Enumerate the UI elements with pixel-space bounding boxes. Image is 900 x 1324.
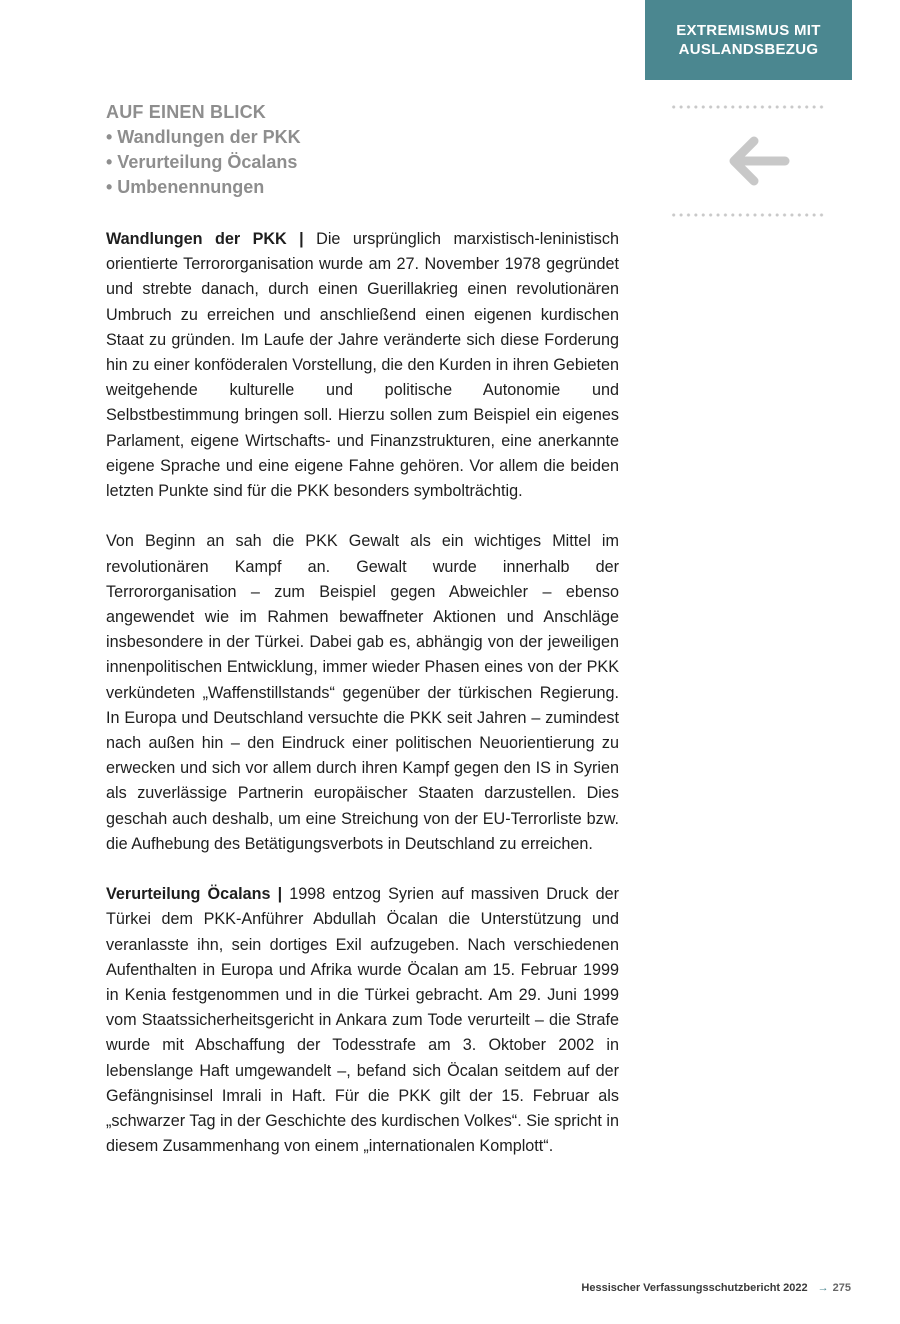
at-a-glance-box <box>106 100 626 200</box>
paragraph-wandlungen <box>106 227 619 504</box>
paragraph-text: 1998 entzog Syrien auf massiven Druck der Türkei dem PKK-Anführer Abdullah Öcalan die Unterstützung und veranlasste ihn, sein dortiges Exil aufzugeben. Nach verschiedenen Aufenthalten in Europa und Afrika wurde Öcalan am 15. Februar 1999 in Kenia festgenommen und in die Türkei gebracht. Am 29. Juni 1999 vom Staatssicherheitsgericht in Ankara zum Tode verurteilt – die Strafe wurde mit Abschaffung der Todesstrafe am 3. Oktober 2002 in lebenslange Haft umgewandelt –, befand sich Öcalan seitdem auf der Gefängnisinsel Imrali in Haft. Für die PKK gilt der 15. Februar als „schwarzer Tag in der Geschichte des kurdischen Volkes“. Sie spricht in diesem Zusammenhang von einem „internationalen Komplott“. <box>106 885 619 1156</box>
paragraph-text: Die ursprünglich marxistisch-leninistisch orientierte Terrororganisation wurde am 27. November 1978 gegründet und strebte danach, durch einen Guerillakrieg einen revolutionären Umbruch zu erreichen und anschließend einen eigenen kurdischen Staat zu gründen. Im Laufe der Jahre veränderte sich diese Forderung hin zu einer konföderalen Vorstellung, die den Kurden in ihren Gebieten weitgehende kulturelle und politische Autonomie und Selbstbestimmung bringen soll. Hierzu sollen zum Beispiel ein eigenes Parlament, eigene Wirtschafts- und Finanzstrukturen, eine anerkannte eigene Sprache und eine eigene Fahne gehören. Vor allem die beiden letzten Punkte sind für die PKK besonders symbolträchtig. <box>106 230 619 501</box>
at-a-glance-item: • Wandlungen der PKK <box>106 127 301 147</box>
body-text <box>106 227 619 1185</box>
section-tab-line1: EXTREMISMUS MIT <box>676 22 821 39</box>
at-a-glance-item: • Verurteilung Öcalans <box>106 152 298 172</box>
section-tab-line2: AUSLANDSBEZUG <box>678 41 819 58</box>
paragraph-lead: Verurteilung Öcalans | <box>106 885 290 904</box>
paragraph-gewalt <box>106 529 619 857</box>
page-number: 275 <box>832 1282 851 1294</box>
paragraph-verurteilung <box>106 882 619 1159</box>
footer-page-ref <box>818 1280 851 1296</box>
section-tab <box>645 0 852 80</box>
dotted-divider-bottom <box>670 213 826 217</box>
dotted-divider-top <box>670 105 826 109</box>
paragraph-text: Von Beginn an sah die PKK Gewalt als ein wichtiges Mittel im revolutionären Kampf an. Gewalt wurde innerhalb der Terrororganisation – zum Beispiel gegen Abweichler – ebenso angewendet wie im Rahmen bewaffneter Aktionen und Anschläge insbesondere in der Türkei. Dabei gab es, abhängig von der jeweiligen innenpolitischen Entwicklung, immer wieder Phasen eines von der PKK verkündeten „Waffenstillstands“ gegenüber der türkischen Regierung. In Europa und Deutschland versuchte die PKK seit Jahren – zumindest nach außen hin – den Eindruck einer politischen Neuorientierung zu erwecken und sich vor allem durch ihren Kampf gegen den IS in Syrien als zuverlässige Partnerin europäischer Staaten darzustellen. Dies geschah auch deshalb, um eine Streichung von der EU-Terrorliste bzw. die Aufhebung des Betätigungsverbots in Deutschland zu erreichen. <box>106 532 619 853</box>
at-a-glance-heading: AUF EINEN BLICK <box>106 102 266 122</box>
arrow-left-icon <box>727 136 791 186</box>
arrow-right-icon: → <box>817 1282 829 1294</box>
page-footer <box>581 1280 851 1296</box>
paragraph-lead: Wandlungen der PKK | <box>106 230 317 248</box>
footer-report-title: Hessischer Verfassungsschutzbericht 2022 <box>581 1282 808 1294</box>
at-a-glance-item: • Umbenennungen <box>106 177 265 197</box>
